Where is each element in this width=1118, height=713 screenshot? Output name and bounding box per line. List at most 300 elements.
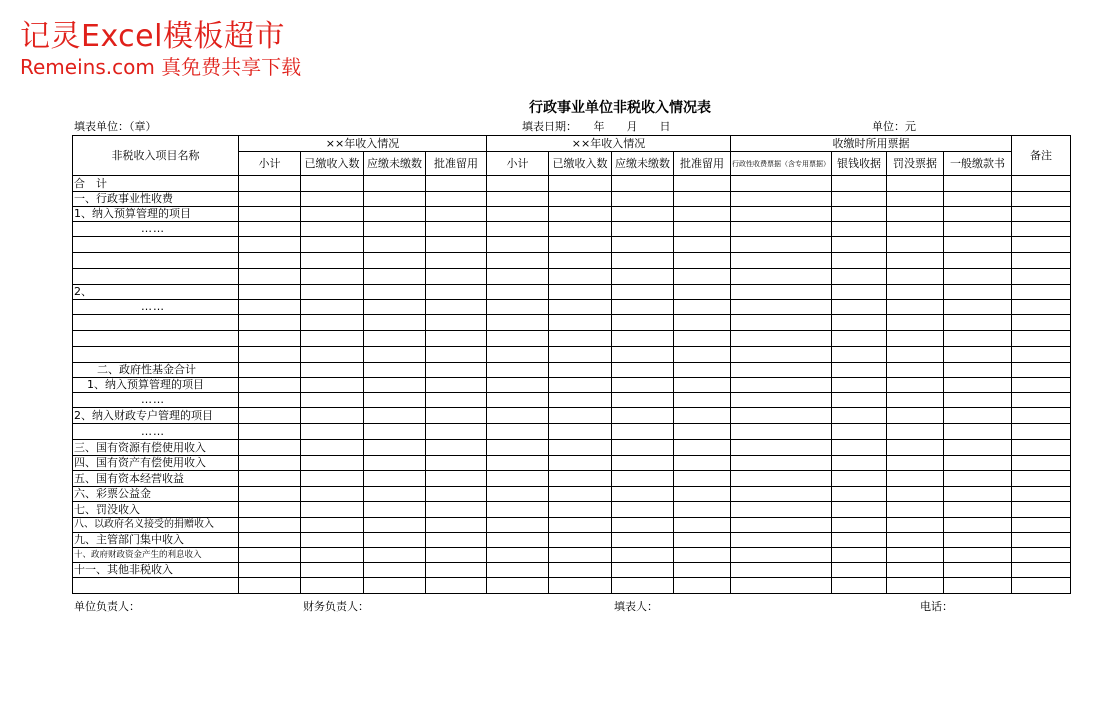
table-cell[interactable] — [301, 378, 364, 393]
table-cell[interactable] — [426, 456, 487, 471]
table-cell[interactable] — [674, 378, 731, 393]
table-cell[interactable] — [887, 487, 944, 502]
table-cell[interactable] — [426, 548, 487, 563]
table-cell[interactable] — [612, 533, 674, 548]
table-cell[interactable] — [301, 487, 364, 502]
table-cell[interactable] — [239, 393, 301, 408]
table-cell[interactable] — [944, 440, 1012, 456]
table-cell[interactable] — [549, 331, 612, 347]
table-cell[interactable] — [944, 176, 1012, 192]
table-cell[interactable] — [944, 548, 1012, 563]
table-cell[interactable] — [612, 192, 674, 207]
table-cell[interactable] — [364, 548, 426, 563]
table-cell[interactable] — [612, 548, 674, 563]
table-cell[interactable] — [612, 269, 674, 285]
table-cell[interactable] — [364, 363, 426, 378]
table-cell[interactable] — [426, 440, 487, 456]
table-cell[interactable] — [887, 393, 944, 408]
table-cell[interactable] — [731, 331, 832, 347]
table-cell[interactable] — [887, 237, 944, 253]
table-cell[interactable] — [1012, 331, 1071, 347]
table-cell[interactable] — [549, 300, 612, 315]
table-cell[interactable] — [674, 347, 731, 363]
table-cell[interactable] — [549, 378, 612, 393]
table-cell[interactable] — [612, 393, 674, 408]
table-cell[interactable] — [832, 347, 887, 363]
table-cell[interactable] — [944, 578, 1012, 594]
table-cell[interactable] — [487, 269, 549, 285]
table-cell[interactable] — [426, 253, 487, 269]
table-cell[interactable] — [674, 222, 731, 237]
table-cell[interactable] — [426, 363, 487, 378]
table-cell[interactable] — [239, 563, 301, 578]
table-cell[interactable] — [674, 331, 731, 347]
table-cell[interactable] — [301, 424, 364, 440]
table-cell[interactable] — [944, 300, 1012, 315]
table-cell[interactable] — [674, 518, 731, 533]
table-cell[interactable] — [1012, 563, 1071, 578]
table-cell[interactable] — [364, 237, 426, 253]
table-cell[interactable] — [1012, 502, 1071, 518]
table-cell[interactable] — [887, 192, 944, 207]
table-cell[interactable] — [549, 471, 612, 487]
table-cell[interactable] — [549, 347, 612, 363]
table-cell[interactable] — [832, 207, 887, 222]
table-cell[interactable] — [301, 331, 364, 347]
table-cell[interactable] — [364, 533, 426, 548]
table-cell[interactable] — [731, 192, 832, 207]
table-cell[interactable] — [301, 363, 364, 378]
table-cell[interactable] — [612, 222, 674, 237]
table-cell[interactable] — [426, 347, 487, 363]
table-cell[interactable] — [239, 408, 301, 424]
table-cell[interactable] — [426, 207, 487, 222]
table-cell[interactable] — [731, 378, 832, 393]
table-cell[interactable] — [1012, 440, 1071, 456]
table-cell[interactable] — [549, 315, 612, 331]
table-cell[interactable] — [674, 269, 731, 285]
table-cell[interactable] — [612, 378, 674, 393]
table-cell[interactable] — [944, 393, 1012, 408]
table-cell[interactable] — [674, 533, 731, 548]
table-cell[interactable] — [487, 393, 549, 408]
table-cell[interactable] — [301, 456, 364, 471]
table-cell[interactable] — [612, 363, 674, 378]
table-cell[interactable] — [426, 192, 487, 207]
table-cell[interactable] — [364, 440, 426, 456]
table-cell[interactable] — [364, 253, 426, 269]
table-cell[interactable] — [832, 533, 887, 548]
table-cell[interactable] — [239, 253, 301, 269]
table-cell[interactable] — [426, 408, 487, 424]
table-cell[interactable] — [612, 440, 674, 456]
table-cell[interactable] — [364, 456, 426, 471]
table-cell[interactable] — [731, 315, 832, 331]
table-cell[interactable] — [239, 363, 301, 378]
table-cell[interactable] — [731, 237, 832, 253]
table-cell[interactable] — [887, 548, 944, 563]
table-cell[interactable] — [832, 269, 887, 285]
table-cell[interactable] — [944, 269, 1012, 285]
table-cell[interactable] — [487, 563, 549, 578]
table-cell[interactable] — [832, 253, 887, 269]
table-cell[interactable] — [487, 424, 549, 440]
table-cell[interactable] — [887, 253, 944, 269]
table-cell[interactable] — [487, 408, 549, 424]
table-cell[interactable] — [364, 424, 426, 440]
table-cell[interactable] — [612, 408, 674, 424]
table-cell[interactable] — [944, 471, 1012, 487]
table-cell[interactable] — [364, 378, 426, 393]
table-cell[interactable] — [549, 563, 612, 578]
table-cell[interactable] — [1012, 518, 1071, 533]
table-cell[interactable] — [239, 269, 301, 285]
table-cell[interactable] — [426, 533, 487, 548]
table-cell[interactable] — [487, 176, 549, 192]
table-cell[interactable] — [674, 502, 731, 518]
table-cell[interactable] — [301, 548, 364, 563]
table-cell[interactable] — [364, 269, 426, 285]
table-cell[interactable] — [887, 471, 944, 487]
table-cell[interactable] — [239, 518, 301, 533]
table-cell[interactable] — [426, 378, 487, 393]
table-cell[interactable] — [487, 300, 549, 315]
table-cell[interactable] — [487, 518, 549, 533]
table-cell[interactable] — [944, 518, 1012, 533]
table-cell[interactable] — [731, 285, 832, 300]
table-cell[interactable] — [426, 285, 487, 300]
table-cell[interactable] — [1012, 548, 1071, 563]
table-cell[interactable] — [832, 502, 887, 518]
table-cell[interactable] — [944, 237, 1012, 253]
table-cell[interactable] — [1012, 378, 1071, 393]
table-cell[interactable] — [239, 424, 301, 440]
table-cell[interactable] — [944, 315, 1012, 331]
table-cell[interactable] — [301, 207, 364, 222]
table-cell[interactable] — [487, 440, 549, 456]
table-cell[interactable] — [612, 563, 674, 578]
table-cell[interactable] — [239, 315, 301, 331]
table-cell[interactable] — [487, 487, 549, 502]
table-cell[interactable] — [944, 192, 1012, 207]
table-cell[interactable] — [832, 378, 887, 393]
table-cell[interactable] — [612, 456, 674, 471]
table-cell[interactable] — [1012, 300, 1071, 315]
table-cell[interactable] — [487, 533, 549, 548]
table-cell[interactable] — [1012, 237, 1071, 253]
table-cell[interactable] — [612, 578, 674, 594]
table-cell[interactable] — [549, 393, 612, 408]
table-cell[interactable] — [239, 548, 301, 563]
table-cell[interactable] — [549, 533, 612, 548]
table-cell[interactable] — [944, 378, 1012, 393]
table-cell[interactable] — [1012, 222, 1071, 237]
table-cell[interactable] — [364, 518, 426, 533]
table-cell[interactable] — [487, 207, 549, 222]
table-cell[interactable] — [301, 518, 364, 533]
table-cell[interactable] — [426, 578, 487, 594]
table-cell[interactable] — [301, 533, 364, 548]
table-cell[interactable] — [944, 347, 1012, 363]
table-cell[interactable] — [1012, 192, 1071, 207]
table-cell[interactable] — [239, 192, 301, 207]
table-cell[interactable] — [944, 533, 1012, 548]
table-cell[interactable] — [487, 578, 549, 594]
table-cell[interactable] — [887, 563, 944, 578]
table-cell[interactable] — [426, 487, 487, 502]
table-cell[interactable] — [364, 207, 426, 222]
table-cell[interactable] — [301, 502, 364, 518]
table-cell[interactable] — [832, 331, 887, 347]
table-cell[interactable] — [549, 440, 612, 456]
table-cell[interactable] — [426, 331, 487, 347]
table-cell[interactable] — [239, 440, 301, 456]
table-cell[interactable] — [731, 578, 832, 594]
table-cell[interactable] — [731, 518, 832, 533]
table-cell[interactable] — [239, 487, 301, 502]
table-cell[interactable] — [887, 378, 944, 393]
table-cell[interactable] — [887, 533, 944, 548]
table-cell[interactable] — [487, 315, 549, 331]
table-cell[interactable] — [731, 347, 832, 363]
table-cell[interactable] — [426, 300, 487, 315]
table-cell[interactable] — [549, 253, 612, 269]
table-cell[interactable] — [364, 393, 426, 408]
table-cell[interactable] — [832, 518, 887, 533]
table-cell[interactable] — [674, 192, 731, 207]
table-cell[interactable] — [944, 487, 1012, 502]
table-cell[interactable] — [239, 222, 301, 237]
table-cell[interactable] — [731, 176, 832, 192]
table-cell[interactable] — [239, 207, 301, 222]
table-cell[interactable] — [301, 300, 364, 315]
table-cell[interactable] — [1012, 269, 1071, 285]
table-cell[interactable] — [487, 237, 549, 253]
table-cell[interactable] — [612, 471, 674, 487]
table-cell[interactable] — [549, 578, 612, 594]
table-cell[interactable] — [674, 393, 731, 408]
table-cell[interactable] — [1012, 285, 1071, 300]
table-cell[interactable] — [549, 222, 612, 237]
table-cell[interactable] — [944, 502, 1012, 518]
table-cell[interactable] — [1012, 347, 1071, 363]
table-cell[interactable] — [487, 502, 549, 518]
table-cell[interactable] — [887, 269, 944, 285]
table-cell[interactable] — [612, 424, 674, 440]
table-cell[interactable] — [426, 315, 487, 331]
table-cell[interactable] — [674, 578, 731, 594]
table-cell[interactable] — [239, 578, 301, 594]
table-cell[interactable] — [731, 502, 832, 518]
table-cell[interactable] — [301, 222, 364, 237]
table-cell[interactable] — [487, 222, 549, 237]
table-cell[interactable] — [887, 518, 944, 533]
table-cell[interactable] — [731, 300, 832, 315]
table-cell[interactable] — [301, 578, 364, 594]
table-cell[interactable] — [887, 363, 944, 378]
table-cell[interactable] — [731, 408, 832, 424]
table-cell[interactable] — [944, 456, 1012, 471]
table-cell[interactable] — [674, 253, 731, 269]
table-cell[interactable] — [674, 176, 731, 192]
table-cell[interactable] — [731, 563, 832, 578]
table-cell[interactable] — [944, 207, 1012, 222]
table-cell[interactable] — [944, 222, 1012, 237]
table-cell[interactable] — [549, 269, 612, 285]
table-cell[interactable] — [239, 300, 301, 315]
table-cell[interactable] — [1012, 393, 1071, 408]
table-cell[interactable] — [832, 192, 887, 207]
table-cell[interactable] — [549, 502, 612, 518]
table-cell[interactable] — [887, 502, 944, 518]
table-cell[interactable] — [364, 300, 426, 315]
table-cell[interactable] — [1012, 207, 1071, 222]
table-cell[interactable] — [832, 440, 887, 456]
table-cell[interactable] — [549, 176, 612, 192]
table-cell[interactable] — [887, 222, 944, 237]
table-cell[interactable] — [887, 456, 944, 471]
table-cell[interactable] — [549, 548, 612, 563]
table-cell[interactable] — [944, 331, 1012, 347]
table-cell[interactable] — [239, 237, 301, 253]
table-cell[interactable] — [1012, 363, 1071, 378]
table-cell[interactable] — [731, 456, 832, 471]
table-cell[interactable] — [731, 393, 832, 408]
table-cell[interactable] — [426, 269, 487, 285]
table-cell[interactable] — [301, 393, 364, 408]
table-cell[interactable] — [1012, 456, 1071, 471]
table-cell[interactable] — [674, 548, 731, 563]
table-cell[interactable] — [944, 408, 1012, 424]
table-cell[interactable] — [301, 176, 364, 192]
table-cell[interactable] — [1012, 176, 1071, 192]
table-cell[interactable] — [731, 269, 832, 285]
table-cell[interactable] — [364, 502, 426, 518]
table-cell[interactable] — [301, 285, 364, 300]
table-cell[interactable] — [832, 315, 887, 331]
table-cell[interactable] — [612, 285, 674, 300]
table-cell[interactable] — [426, 222, 487, 237]
table-cell[interactable] — [301, 269, 364, 285]
table-cell[interactable] — [832, 300, 887, 315]
table-cell[interactable] — [887, 440, 944, 456]
table-cell[interactable] — [731, 253, 832, 269]
table-cell[interactable] — [832, 487, 887, 502]
table-cell[interactable] — [1012, 487, 1071, 502]
table-cell[interactable] — [426, 518, 487, 533]
table-cell[interactable] — [887, 300, 944, 315]
table-cell[interactable] — [832, 393, 887, 408]
table-cell[interactable] — [832, 471, 887, 487]
table-cell[interactable] — [832, 408, 887, 424]
table-cell[interactable] — [239, 176, 301, 192]
table-cell[interactable] — [426, 237, 487, 253]
table-cell[interactable] — [301, 440, 364, 456]
table-cell[interactable] — [944, 285, 1012, 300]
table-cell[interactable] — [944, 424, 1012, 440]
table-cell[interactable] — [487, 363, 549, 378]
table-cell[interactable] — [487, 471, 549, 487]
table-cell[interactable] — [887, 285, 944, 300]
table-cell[interactable] — [887, 331, 944, 347]
table-cell[interactable] — [832, 285, 887, 300]
table-cell[interactable] — [487, 285, 549, 300]
table-cell[interactable] — [674, 563, 731, 578]
table-cell[interactable] — [1012, 533, 1071, 548]
table-cell[interactable] — [301, 563, 364, 578]
table-cell[interactable] — [832, 237, 887, 253]
table-cell[interactable] — [364, 347, 426, 363]
table-cell[interactable] — [612, 518, 674, 533]
table-cell[interactable] — [612, 347, 674, 363]
table-cell[interactable] — [487, 378, 549, 393]
table-cell[interactable] — [426, 176, 487, 192]
table-cell[interactable] — [674, 207, 731, 222]
table-cell[interactable] — [674, 237, 731, 253]
table-cell[interactable] — [887, 408, 944, 424]
table-cell[interactable] — [832, 548, 887, 563]
table-cell[interactable] — [944, 253, 1012, 269]
table-cell[interactable] — [731, 424, 832, 440]
table-cell[interactable] — [674, 424, 731, 440]
table-cell[interactable] — [364, 578, 426, 594]
table-cell[interactable] — [731, 533, 832, 548]
table-cell[interactable] — [1012, 424, 1071, 440]
table-cell[interactable] — [239, 347, 301, 363]
table-cell[interactable] — [364, 487, 426, 502]
table-cell[interactable] — [731, 222, 832, 237]
table-cell[interactable] — [549, 363, 612, 378]
table-cell[interactable] — [1012, 408, 1071, 424]
table-cell[interactable] — [239, 533, 301, 548]
table-cell[interactable] — [832, 456, 887, 471]
table-cell[interactable] — [364, 563, 426, 578]
table-cell[interactable] — [731, 207, 832, 222]
table-cell[interactable] — [832, 578, 887, 594]
table-cell[interactable] — [832, 424, 887, 440]
table-cell[interactable] — [549, 237, 612, 253]
table-cell[interactable] — [612, 300, 674, 315]
table-cell[interactable] — [487, 192, 549, 207]
table-cell[interactable] — [364, 222, 426, 237]
table-cell[interactable] — [301, 237, 364, 253]
table-cell[interactable] — [487, 456, 549, 471]
table-cell[interactable] — [301, 253, 364, 269]
table-cell[interactable] — [487, 253, 549, 269]
table-cell[interactable] — [426, 471, 487, 487]
table-cell[interactable] — [731, 363, 832, 378]
table-cell[interactable] — [612, 176, 674, 192]
table-cell[interactable] — [674, 440, 731, 456]
table-cell[interactable] — [487, 548, 549, 563]
table-cell[interactable] — [364, 408, 426, 424]
table-cell[interactable] — [674, 285, 731, 300]
table-cell[interactable] — [549, 192, 612, 207]
table-cell[interactable] — [674, 408, 731, 424]
table-cell[interactable] — [887, 578, 944, 594]
table-cell[interactable] — [549, 456, 612, 471]
table-cell[interactable] — [612, 502, 674, 518]
table-cell[interactable] — [731, 487, 832, 502]
table-cell[interactable] — [731, 548, 832, 563]
table-cell[interactable] — [549, 518, 612, 533]
table-cell[interactable] — [426, 563, 487, 578]
table-cell[interactable] — [549, 408, 612, 424]
table-cell[interactable] — [549, 424, 612, 440]
table-cell[interactable] — [549, 285, 612, 300]
table-cell[interactable] — [301, 192, 364, 207]
table-cell[interactable] — [426, 424, 487, 440]
